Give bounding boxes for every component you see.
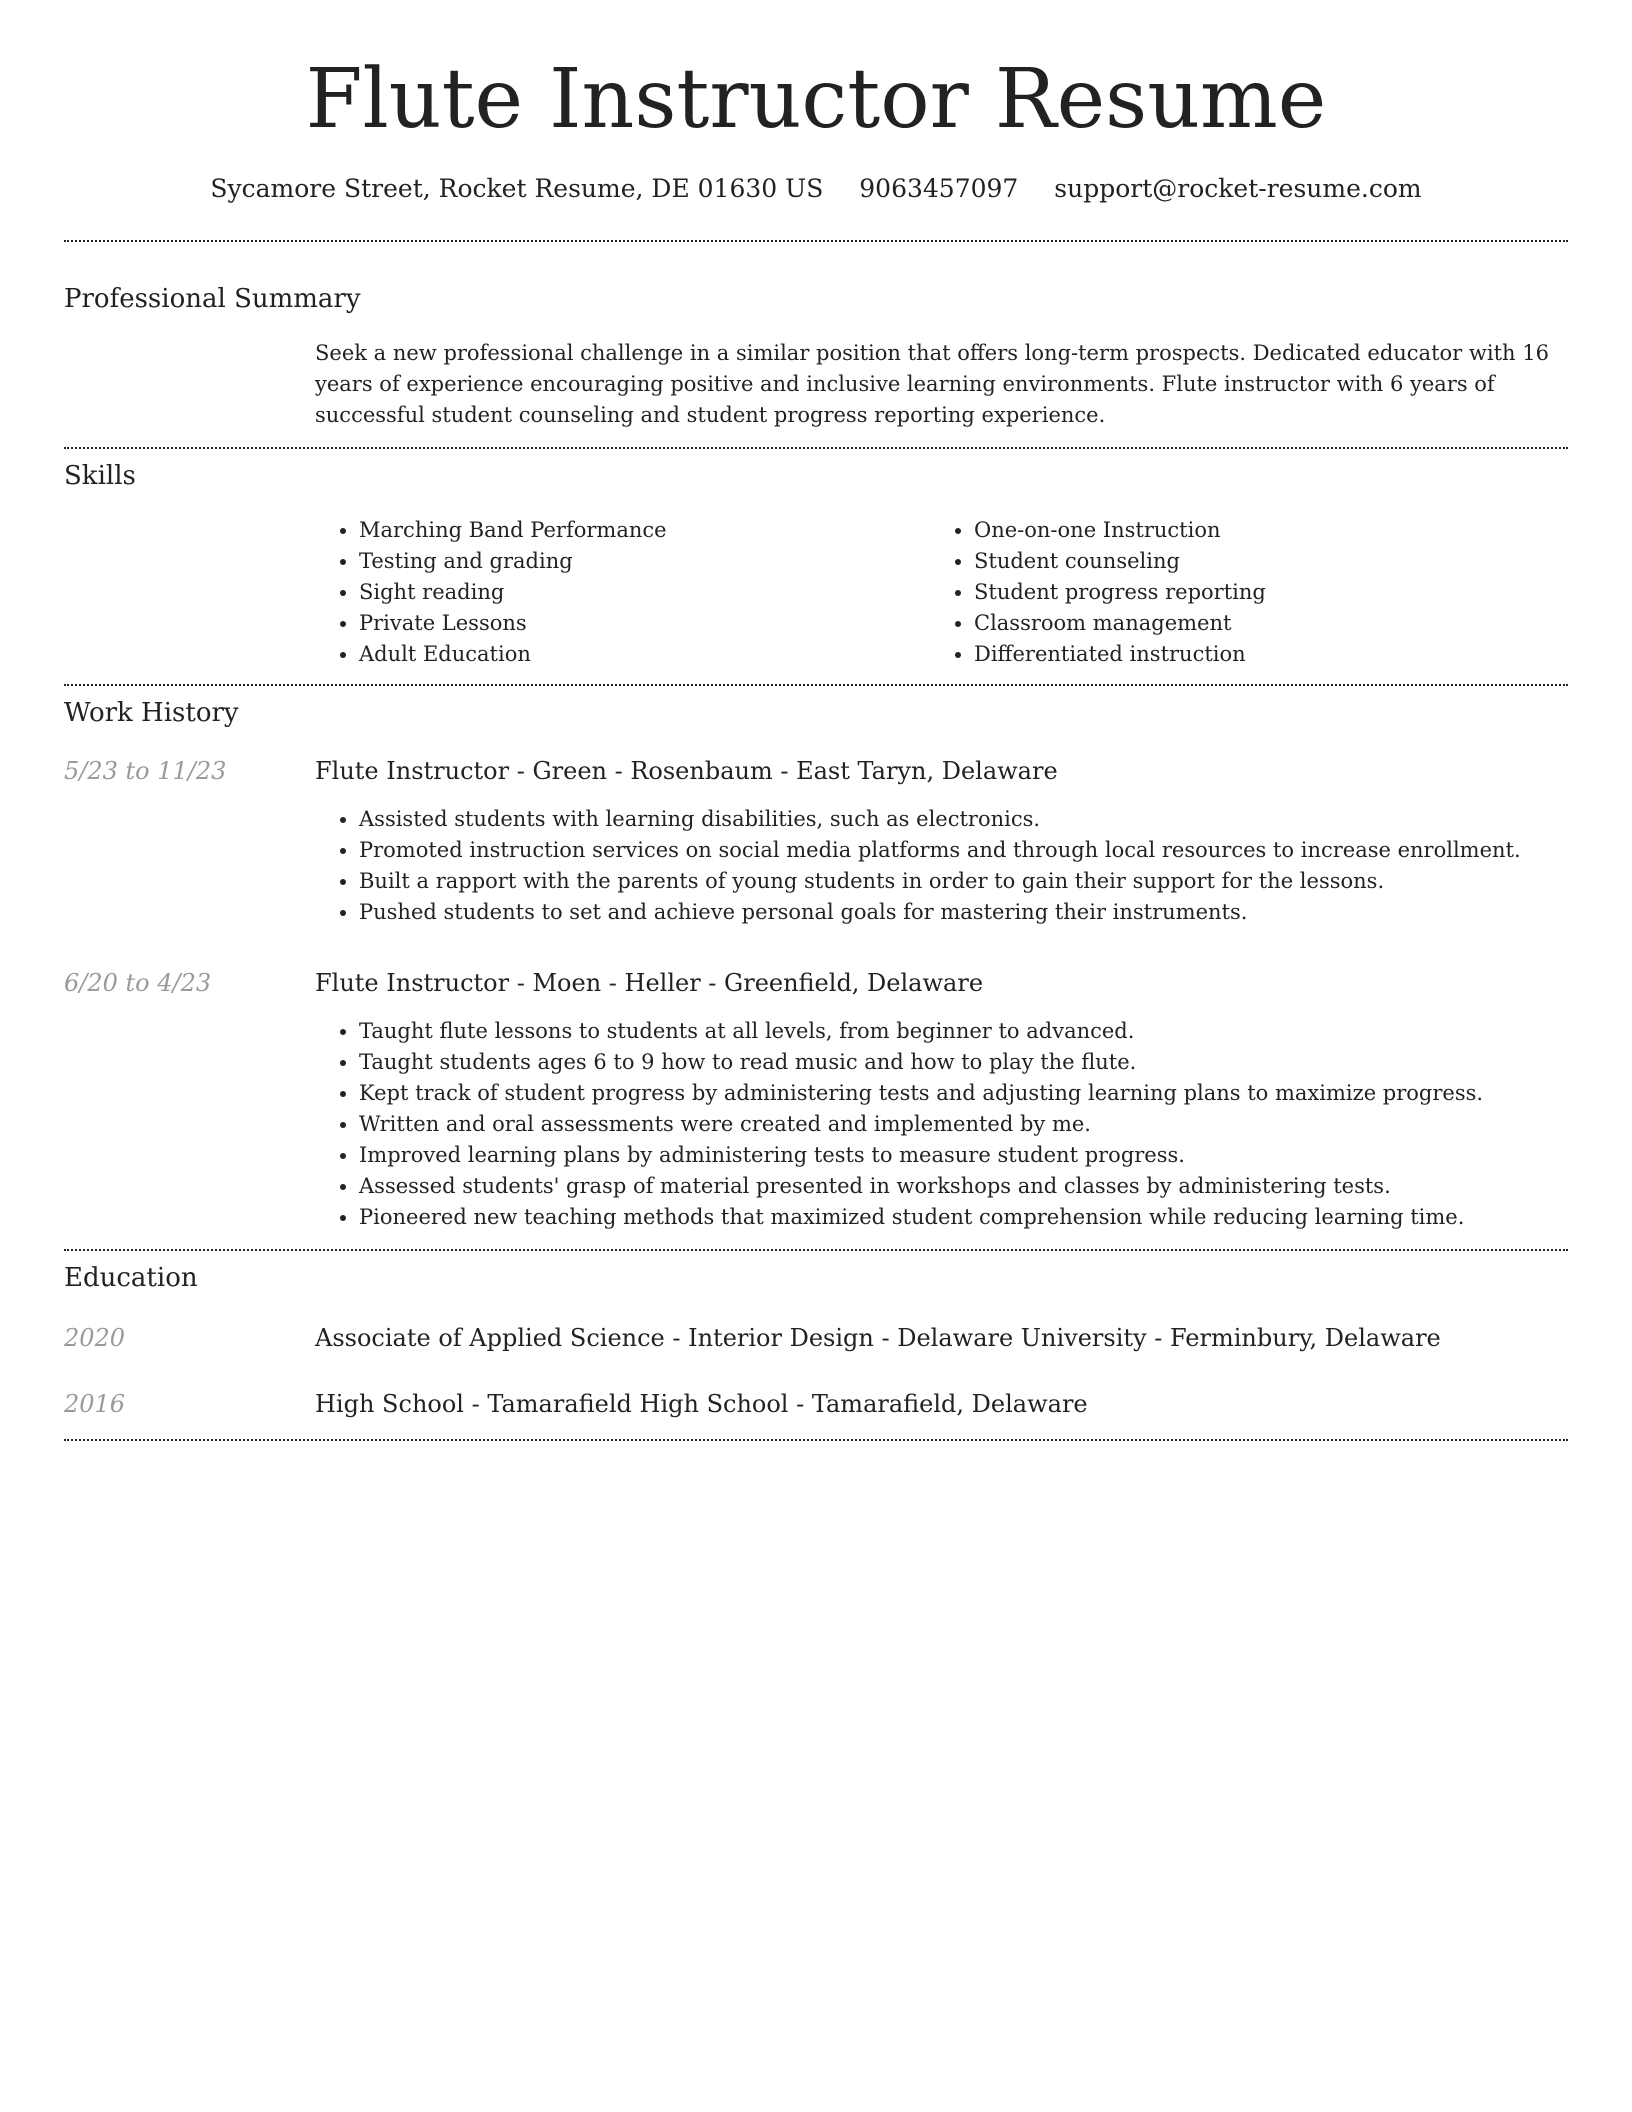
education-text: High School - Tamarafield High School - Tamarafield, Delaware (315, 1390, 1088, 1418)
job-bullet: • Assisted students with learning disabilities, such as electronics. (359, 804, 1568, 835)
skills-section (64, 459, 1568, 684)
job-bullets (315, 1016, 1568, 1233)
education-entry (64, 1387, 1568, 1421)
skill-item: • Student counseling (974, 546, 1545, 577)
contact-phone: 9063457097 (859, 174, 1019, 203)
job-bullet: • Built a rapport with the parents of young students in order to gain their support for the lessons. (359, 866, 1568, 897)
contact-address: Sycamore Street, Rocket Resume, DE 01630 US (210, 174, 824, 203)
divider (64, 1249, 1568, 1251)
contact-line (64, 172, 1568, 206)
skill-item: • Marching Band Performance (359, 515, 930, 546)
work-heading: Work History (64, 698, 239, 728)
divider (64, 447, 1568, 449)
divider (64, 240, 1568, 242)
job-dates: 5/23 to 11/23 (64, 757, 227, 785)
divider (64, 1439, 1568, 1441)
education-section (64, 1261, 1568, 1421)
summary-section (64, 282, 1568, 447)
skill-item: • Classroom management (974, 608, 1545, 639)
job-bullet: • Promoted instruction services on social media platforms and through local resources to increase enrollment. (359, 835, 1568, 866)
resume-title: Flute Instructor Resume (305, 52, 1327, 147)
skill-item: • Private Lessons (359, 608, 930, 639)
summary-heading: Professional Summary (64, 284, 361, 314)
summary-text: Seek a new professional challenge in a similar position that offers long-term prospects. Dedicated educator with 16 years of experience encouraging positive and inclusive learning environments. Flute instructor with 6 years of successful student counseling and student progress reporting experience. (315, 341, 1549, 427)
skill-item: • Adult Education (359, 639, 930, 670)
job-bullet: • Assessed students' grasp of material presented in workshops and classes by administering tests. (359, 1171, 1568, 1202)
divider (64, 684, 1568, 686)
job-bullet: • Improved learning plans by administering tests to measure student progress. (359, 1140, 1568, 1171)
skills-list-right (930, 515, 1545, 670)
education-heading: Education (64, 1263, 198, 1293)
job-dates: 6/20 to 4/23 (64, 969, 212, 997)
job-bullet: • Taught flute lessons to students at all levels, from beginner to advanced. (359, 1016, 1568, 1047)
skills-list-left (315, 515, 930, 670)
education-text: Associate of Applied Science - Interior Design - Delaware University - Ferminbury, Delaware (315, 1324, 1441, 1352)
education-year: 2020 (64, 1324, 126, 1352)
education-entry (64, 1321, 1568, 1355)
work-section (64, 696, 1568, 1233)
job-bullet: • Written and oral assessments were created and implemented by me. (359, 1109, 1568, 1140)
job-bullet: • Kept track of student progress by administering tests and adjusting learning plans to maximize progress. (359, 1078, 1568, 1109)
skill-item: • Student progress reporting (974, 577, 1545, 608)
contact-email: support@rocket-resume.com (1054, 174, 1422, 203)
job-bullet: • Pushed students to set and achieve personal goals for mastering their instruments. (359, 897, 1568, 928)
job-entry (64, 966, 1568, 1233)
job-title: Flute Instructor - Moen - Heller - Greenfield, Delaware (315, 969, 984, 997)
skill-item: • Sight reading (359, 577, 930, 608)
job-bullets (315, 804, 1568, 928)
job-bullet: • Pioneered new teaching methods that maximized student comprehension while reducing learning time. (359, 1202, 1568, 1233)
education-year: 2016 (64, 1390, 126, 1418)
skill-item: • Testing and grading (359, 546, 930, 577)
skill-item: • Differentiated instruction (974, 639, 1545, 670)
skills-heading: Skills (64, 461, 136, 491)
job-bullet: • Taught students ages 6 to 9 how to read music and how to play the flute. (359, 1047, 1568, 1078)
job-title: Flute Instructor - Green - Rosenbaum - East Taryn, Delaware (315, 757, 1058, 785)
skill-item: • One-on-one Instruction (974, 515, 1545, 546)
job-entry (64, 754, 1568, 928)
